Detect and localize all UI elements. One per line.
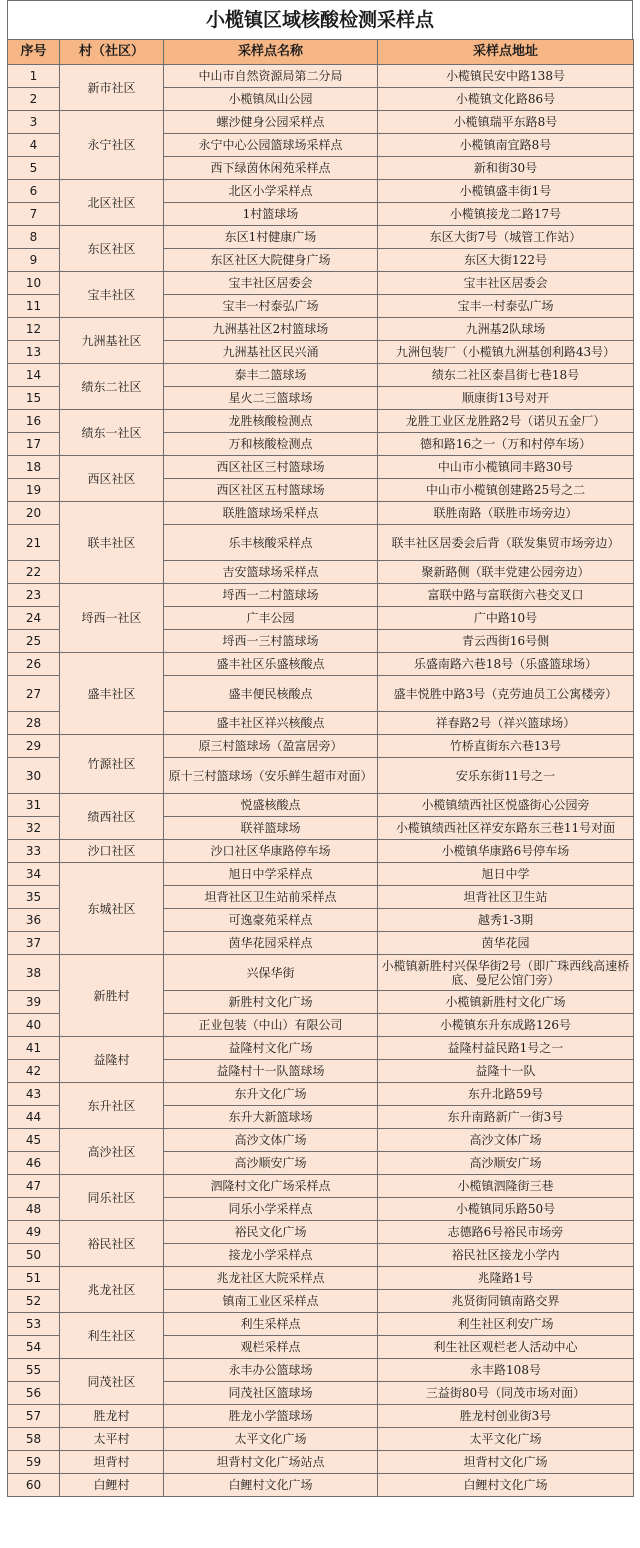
site-name-cell: 螺沙健身公园采样点 [164,111,378,134]
row-number: 11 [8,295,60,318]
row-number: 35 [8,886,60,909]
table-header-row [8,40,634,65]
site-address-cell: 盛丰悦胜中路3号（克劳迪员工公寓楼旁） [378,676,634,712]
site-name-cell: 原三村篮球场（盈富居旁） [164,735,378,758]
community-cell: 新胜村 [60,955,164,1037]
table-row [8,456,634,479]
site-name-cell: 白鲤村文化广场 [164,1474,378,1497]
row-number: 31 [8,794,60,817]
community-cell: 利生社区 [60,1313,164,1359]
row-number: 55 [8,1359,60,1382]
site-address-cell: 利生社区利安广场 [378,1313,634,1336]
table-row [8,955,634,991]
site-name-cell: 联祥篮球场 [164,817,378,840]
row-number: 8 [8,226,60,249]
site-address-cell: 小榄镇泗隆街三巷 [378,1175,634,1198]
community-cell: 新市社区 [60,65,164,111]
site-name-cell: 同茂社区篮球场 [164,1382,378,1405]
site-address-cell: 聚新路侧（联丰党建公园旁边） [378,561,634,584]
site-name-cell: 益隆村十一队篮球场 [164,1060,378,1083]
site-name-cell: 坦背村文化广场站点 [164,1451,378,1474]
site-address-cell: 东升南路新广一街3号 [378,1106,634,1129]
community-cell: 宝丰社区 [60,272,164,318]
row-number: 49 [8,1221,60,1244]
table-row [8,1451,634,1474]
site-name-cell: 盛丰便民核酸点 [164,676,378,712]
site-name-cell: 利生采样点 [164,1313,378,1336]
site-address-cell: 小榄镇文化路86号 [378,88,634,111]
row-number: 46 [8,1152,60,1175]
site-address-cell: 高沙文体广场 [378,1129,634,1152]
site-address-cell: 太平文化广场 [378,1428,634,1451]
site-address-cell: 安乐东街11号之一 [378,758,634,794]
row-number: 51 [8,1267,60,1290]
row-number: 29 [8,735,60,758]
table-row [8,840,634,863]
site-address-cell: 兆贤街同镇南路交界 [378,1290,634,1313]
site-name-cell: 可逸豪苑采样点 [164,909,378,932]
row-number: 54 [8,1336,60,1359]
site-address-cell: 小榄镇新胜村兴保华街2号（即广珠西线高速桥底、曼尼公馆门旁） [378,955,634,991]
row-number: 60 [8,1474,60,1497]
site-name-cell: 中山市自然资源局第二分局 [164,65,378,88]
site-address-cell: 乐盛南路六巷18号（乐盛篮球场） [378,653,634,676]
site-name-cell: 观栏采样点 [164,1336,378,1359]
site-name-cell: 胜龙小学篮球场 [164,1405,378,1428]
site-name-cell: 原十三村篮球场（安乐鲜生超市对面） [164,758,378,794]
row-number: 3 [8,111,60,134]
site-address-cell: 小榄镇民安中路138号 [378,65,634,88]
site-address-cell: 永丰路108号 [378,1359,634,1382]
site-address-cell: 东升北路59号 [378,1083,634,1106]
site-address-cell: 高沙顺安广场 [378,1152,634,1175]
site-address-cell: 兆隆路1号 [378,1267,634,1290]
site-name-cell: 广丰公园 [164,607,378,630]
site-address-cell: 白鲤村文化广场 [378,1474,634,1497]
community-cell: 绩东二社区 [60,364,164,410]
site-address-cell: 联胜南路（联胜市场旁边） [378,502,634,525]
row-number: 41 [8,1037,60,1060]
site-name-cell: 新胜村文化广场 [164,991,378,1014]
site-name-cell: 盛丰社区乐盛核酸点 [164,653,378,676]
site-name-cell: 宝丰一村泰弘广场 [164,295,378,318]
table-row [8,1428,634,1451]
header-site-address: 采样点地址 [378,40,634,65]
table-row [8,584,634,607]
site-name-cell: 太平文化广场 [164,1428,378,1451]
row-number: 13 [8,341,60,364]
row-number: 48 [8,1198,60,1221]
table-row [8,410,634,433]
site-name-cell: 西区社区五村篮球场 [164,479,378,502]
table-row [8,111,634,134]
community-cell: 北区社区 [60,180,164,226]
site-address-cell: 宝丰一村泰弘广场 [378,295,634,318]
row-number: 39 [8,991,60,1014]
site-name-cell: 东区1村健康广场 [164,226,378,249]
site-address-cell: 益隆村益民路1号之一 [378,1037,634,1060]
site-address-cell: 中山市小榄镇同丰路30号 [378,456,634,479]
row-number: 12 [8,318,60,341]
row-number: 37 [8,932,60,955]
table-row [8,65,634,88]
row-number: 53 [8,1313,60,1336]
site-address-cell: 三益街80号（同茂市场对面） [378,1382,634,1405]
row-number: 27 [8,676,60,712]
row-number: 2 [8,88,60,111]
row-number: 57 [8,1405,60,1428]
site-address-cell: 德和路16之一（万和村停车场） [378,433,634,456]
community-cell: 太平村 [60,1428,164,1451]
row-number: 9 [8,249,60,272]
community-cell: 东升社区 [60,1083,164,1129]
site-name-cell: 正业包装（中山）有限公司 [164,1014,378,1037]
site-address-cell: 小榄镇接龙二路17号 [378,203,634,226]
page-title: 小榄镇区域核酸检测采样点 [7,0,633,39]
row-number: 30 [8,758,60,794]
community-cell: 九洲基社区 [60,318,164,364]
site-name-cell: 永丰办公篮球场 [164,1359,378,1382]
community-cell: 联丰社区 [60,502,164,584]
row-number: 34 [8,863,60,886]
row-number: 59 [8,1451,60,1474]
row-number: 45 [8,1129,60,1152]
table-row [8,1405,634,1428]
site-name-cell: 益隆村文化广场 [164,1037,378,1060]
site-name-cell: 高沙文体广场 [164,1129,378,1152]
row-number: 58 [8,1428,60,1451]
table-row [8,794,634,817]
row-number: 10 [8,272,60,295]
community-cell: 埒西一社区 [60,584,164,653]
row-number: 52 [8,1290,60,1313]
site-name-cell: 高沙顺安广场 [164,1152,378,1175]
community-cell: 绩西社区 [60,794,164,840]
row-number: 26 [8,653,60,676]
row-number: 16 [8,410,60,433]
table-row [8,502,634,525]
site-name-cell: 泰丰二篮球场 [164,364,378,387]
site-name-cell: 同乐小学采样点 [164,1198,378,1221]
site-address-cell: 茵华花园 [378,932,634,955]
site-name-cell: 小榄镇凤山公园 [164,88,378,111]
row-number: 18 [8,456,60,479]
community-cell: 绩东一社区 [60,410,164,456]
site-address-cell: 广中路10号 [378,607,634,630]
table-row [8,1083,634,1106]
site-address-cell: 龙胜工业区龙胜路2号（诺贝五金厂） [378,410,634,433]
row-number: 56 [8,1382,60,1405]
community-cell: 裕民社区 [60,1221,164,1267]
site-address-cell: 东区大街7号（城管工作站） [378,226,634,249]
table-row [8,863,634,886]
community-cell: 兆龙社区 [60,1267,164,1313]
site-name-cell: 北区小学采样点 [164,180,378,203]
sampling-points-table [7,39,634,1497]
community-cell: 坦背村 [60,1451,164,1474]
site-address-cell: 小榄镇绩西社区祥安东路东三巷11号对面 [378,817,634,840]
site-address-cell: 益隆十一队 [378,1060,634,1083]
site-address-cell: 顺康街13号对开 [378,387,634,410]
community-cell: 沙口社区 [60,840,164,863]
row-number: 14 [8,364,60,387]
row-number: 5 [8,157,60,180]
table-row [8,1129,634,1152]
site-name-cell: 悦盛核酸点 [164,794,378,817]
row-number: 38 [8,955,60,991]
row-number: 25 [8,630,60,653]
site-address-cell: 小榄镇瑞平东路8号 [378,111,634,134]
site-name-cell: 茵华花园采样点 [164,932,378,955]
site-address-cell: 坦背村文化广场 [378,1451,634,1474]
site-name-cell: 东升大新篮球场 [164,1106,378,1129]
site-name-cell: 1村篮球场 [164,203,378,226]
site-name-cell: 乐丰核酸采样点 [164,525,378,561]
site-name-cell: 吉安篮球场采样点 [164,561,378,584]
site-address-cell: 祥春路2号（祥兴篮球场） [378,712,634,735]
table-row [8,1474,634,1497]
site-name-cell: 星火二三篮球场 [164,387,378,410]
community-cell: 东区社区 [60,226,164,272]
site-name-cell: 东升文化广场 [164,1083,378,1106]
row-number: 43 [8,1083,60,1106]
site-address-cell: 志德路6号裕民市场旁 [378,1221,634,1244]
site-address-cell: 中山市小榄镇创建路25号之二 [378,479,634,502]
site-address-cell: 九洲包装厂（小榄镇九洲基创利路43号） [378,341,634,364]
community-cell: 永宁社区 [60,111,164,180]
site-name-cell: 宝丰社区居委会 [164,272,378,295]
row-number: 24 [8,607,60,630]
site-address-cell: 小榄镇东升东成路126号 [378,1014,634,1037]
site-name-cell: 九洲基社区2村篮球场 [164,318,378,341]
site-address-cell: 裕民社区接龙小学内 [378,1244,634,1267]
site-name-cell: 埒西一二村篮球场 [164,584,378,607]
table-row [8,653,634,676]
table-row [8,364,634,387]
site-address-cell: 宝丰社区居委会 [378,272,634,295]
site-name-cell: 永宁中心公园篮球场采样点 [164,134,378,157]
row-number: 32 [8,817,60,840]
row-number: 33 [8,840,60,863]
site-address-cell: 九洲基2队球场 [378,318,634,341]
table-row [8,1037,634,1060]
site-address-cell: 利生社区观栏老人活动中心 [378,1336,634,1359]
row-number: 42 [8,1060,60,1083]
row-number: 15 [8,387,60,410]
row-number: 20 [8,502,60,525]
site-address-cell: 青云西街16号侧 [378,630,634,653]
site-address-cell: 越秀1-3期 [378,909,634,932]
table-body [8,65,634,1497]
community-cell: 东城社区 [60,863,164,955]
site-name-cell: 泗隆村文化广场采样点 [164,1175,378,1198]
site-address-cell: 小榄镇绩西社区悦盛街心公园旁 [378,794,634,817]
table-row [8,318,634,341]
header-no: 序号 [8,40,60,65]
row-number: 50 [8,1244,60,1267]
site-address-cell: 东区大街122号 [378,249,634,272]
site-name-cell: 接龙小学采样点 [164,1244,378,1267]
site-name-cell: 西下绿茵休闲苑采样点 [164,157,378,180]
spreadsheet [7,0,633,1497]
site-address-cell: 竹桥直街东六巷13号 [378,735,634,758]
table-row [8,735,634,758]
table-row [8,1313,634,1336]
site-address-cell: 小榄镇同乐路50号 [378,1198,634,1221]
table-row [8,1359,634,1382]
site-name-cell: 埒西一三村篮球场 [164,630,378,653]
site-name-cell: 九洲基社区民兴涌 [164,341,378,364]
table-row [8,1267,634,1290]
site-name-cell: 沙口社区华康路停车场 [164,840,378,863]
table-row [8,272,634,295]
site-name-cell: 镇南工业区采样点 [164,1290,378,1313]
site-address-cell: 坦背社区卫生站 [378,886,634,909]
table-row [8,1221,634,1244]
site-address-cell: 富联中路与富联街六巷交叉口 [378,584,634,607]
community-cell: 高沙社区 [60,1129,164,1175]
header-community: 村（社区） [60,40,164,65]
table-row [8,1175,634,1198]
community-cell: 白鲤村 [60,1474,164,1497]
site-address-cell: 小榄镇华康路6号停车场 [378,840,634,863]
community-cell: 胜龙村 [60,1405,164,1428]
community-cell: 益隆村 [60,1037,164,1083]
row-number: 4 [8,134,60,157]
row-number: 23 [8,584,60,607]
community-cell: 同茂社区 [60,1359,164,1405]
site-address-cell: 胜龙村创业街3号 [378,1405,634,1428]
site-address-cell: 小榄镇新胜村文化广场 [378,991,634,1014]
community-cell: 竹源社区 [60,735,164,794]
site-name-cell: 联胜篮球场采样点 [164,502,378,525]
row-number: 17 [8,433,60,456]
site-name-cell: 龙胜核酸检测点 [164,410,378,433]
site-address-cell: 绩东二社区泰昌街七巷18号 [378,364,634,387]
site-name-cell: 裕民文化广场 [164,1221,378,1244]
community-cell: 同乐社区 [60,1175,164,1221]
site-address-cell: 新和街30号 [378,157,634,180]
community-cell: 西区社区 [60,456,164,502]
site-address-cell: 小榄镇盛丰街1号 [378,180,634,203]
site-name-cell: 兴保华街 [164,955,378,991]
site-name-cell: 万和核酸检测点 [164,433,378,456]
row-number: 6 [8,180,60,203]
site-name-cell: 西区社区三村篮球场 [164,456,378,479]
site-address-cell: 小榄镇南宜路8号 [378,134,634,157]
row-number: 1 [8,65,60,88]
site-name-cell: 兆龙社区大院采样点 [164,1267,378,1290]
row-number: 19 [8,479,60,502]
community-cell: 盛丰社区 [60,653,164,735]
site-name-cell: 坦背社区卫生站前采样点 [164,886,378,909]
site-address-cell: 联丰社区居委会后背（联发集贸市场旁边） [378,525,634,561]
row-number: 44 [8,1106,60,1129]
site-address-cell: 旭日中学 [378,863,634,886]
row-number: 47 [8,1175,60,1198]
row-number: 40 [8,1014,60,1037]
site-name-cell: 东区社区大院健身广场 [164,249,378,272]
table-row [8,226,634,249]
row-number: 21 [8,525,60,561]
table-row [8,180,634,203]
header-site-name: 采样点名称 [164,40,378,65]
row-number: 7 [8,203,60,226]
row-number: 28 [8,712,60,735]
row-number: 36 [8,909,60,932]
row-number: 22 [8,561,60,584]
site-name-cell: 旭日中学采样点 [164,863,378,886]
site-name-cell: 盛丰社区祥兴核酸点 [164,712,378,735]
